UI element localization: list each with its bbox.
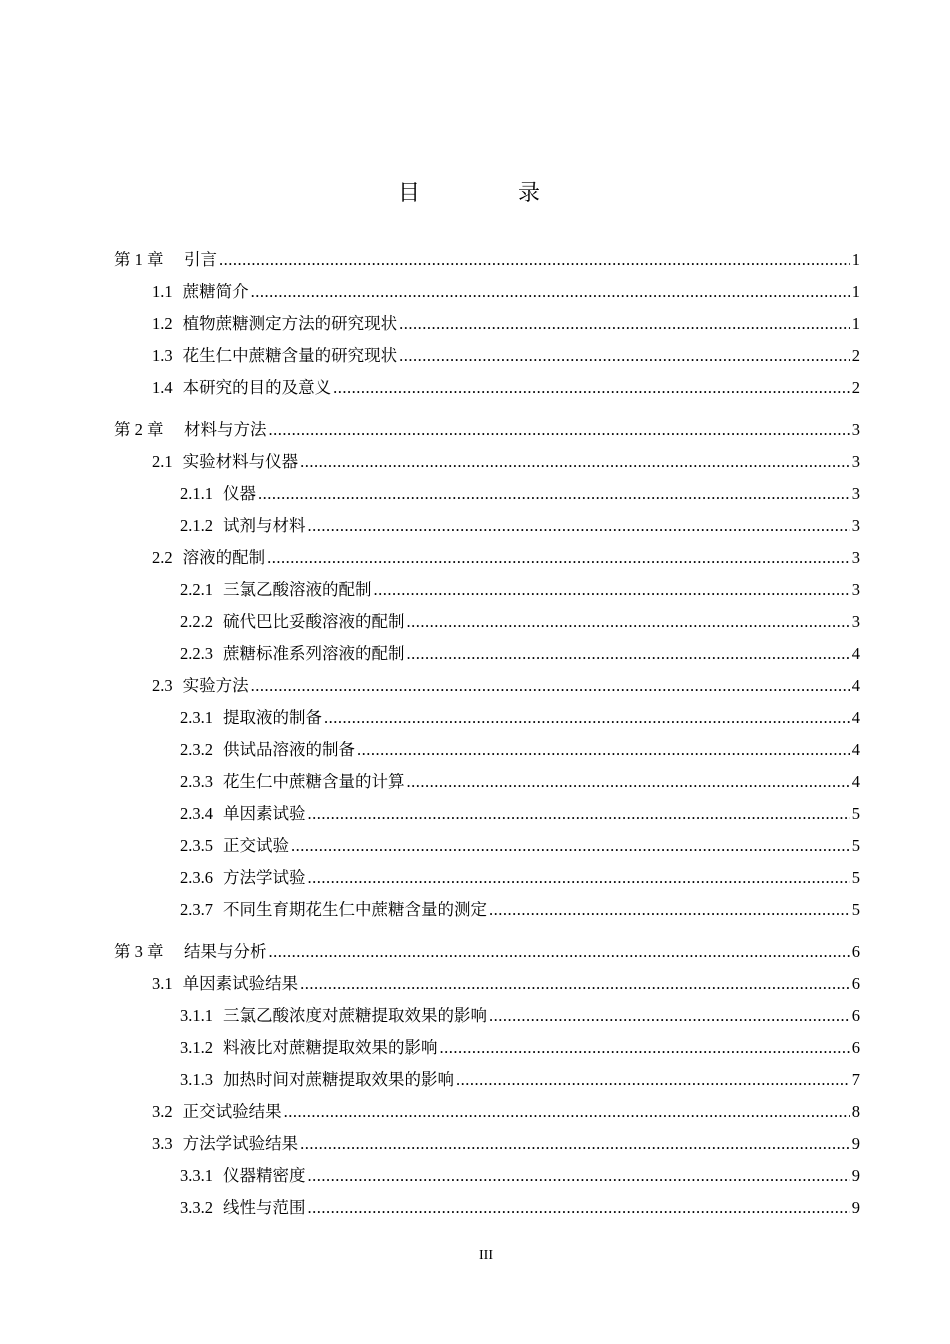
toc-entry-label: 单因素试验 [223,804,306,823]
toc-dot-leader [399,340,850,372]
toc-entry-label: 不同生育期花生仁中蔗糖含量的测定 [223,900,487,919]
toc-entry-number: 2.3.2 [180,740,213,759]
toc-entry-label: 引言 [167,250,217,269]
toc-entry-page: 3 [851,612,860,631]
toc-entry-number: 2.1.1 [180,484,213,503]
toc-section-entry[interactable] [114,862,860,894]
toc-entry-page: 1 [851,250,860,269]
toc-entry-page: 5 [851,804,860,823]
toc-dot-leader [456,1064,850,1096]
toc-dot-leader [267,542,850,574]
toc-section-entry[interactable] [114,670,860,702]
toc-entry-label: 实验材料与仪器 [182,452,299,471]
toc-entry-number: 1.4 [152,378,173,397]
toc-section-entry[interactable] [114,766,860,798]
toc-section-entry[interactable] [114,308,860,340]
toc-entry-label: 材料与方法 [167,420,267,439]
toc-entry-page: 4 [851,740,860,759]
toc-dot-leader [374,574,850,606]
toc-dot-leader [489,894,850,926]
toc-entry-page: 2 [851,378,860,397]
toc-entry-number: 第 3 章 [114,942,164,961]
toc-entry-page: 3 [851,548,860,567]
toc-dot-leader [308,510,850,542]
toc-section-entry[interactable] [114,1064,860,1096]
toc-entry-label: 加热时间对蔗糖提取效果的影响 [223,1070,454,1089]
toc-list [114,244,860,1224]
toc-entry-page: 2 [851,346,860,365]
toc-entry-number: 2.3.4 [180,804,213,823]
toc-entry-page: 3 [851,580,860,599]
toc-dot-leader [308,798,850,830]
toc-entry-page: 6 [851,942,860,961]
toc-section-entry[interactable] [114,798,860,830]
toc-entry-label: 本研究的目的及意义 [182,378,332,397]
toc-entry-label: 供试品溶液的制备 [223,740,355,759]
toc-section-entry[interactable] [114,606,860,638]
toc-dot-leader [333,372,850,404]
toc-dot-leader [489,1000,850,1032]
toc-dot-leader [300,446,850,478]
toc-entry-number: 1.2 [152,314,173,333]
toc-section-entry[interactable] [114,734,860,766]
toc-entry-number: 3.1.3 [180,1070,213,1089]
toc-entry-number: 2.3.7 [180,900,213,919]
toc-entry-page: 4 [851,772,860,791]
toc-entry-page: 3 [851,420,860,439]
toc-entry-label: 蔗糖简介 [182,282,249,301]
toc-entry-number: 第 1 章 [114,250,164,269]
toc-dot-leader [300,1128,850,1160]
toc-dot-leader [269,936,850,968]
toc-dot-leader [269,414,850,446]
toc-dot-leader [308,1192,850,1224]
toc-entry-label: 植物蔗糖测定方法的研究现状 [182,314,398,333]
toc-entry-label: 蔗糖标准系列溶液的配制 [223,644,405,663]
toc-entry-number: 3.2 [152,1102,173,1121]
toc-section-entry[interactable] [114,1128,860,1160]
toc-entry-label: 三氯乙酸浓度对蔗糖提取效果的影响 [223,1006,487,1025]
toc-entry-number: 第 2 章 [114,420,164,439]
toc-entry-number: 1.1 [152,282,173,301]
toc-dot-leader [251,276,850,308]
toc-entry-label: 仪器 [223,484,256,503]
toc-entry-number: 3.3.1 [180,1166,213,1185]
toc-entry-page: 9 [851,1166,860,1185]
toc-dot-leader [407,766,850,798]
toc-section-entry[interactable] [114,1160,860,1192]
toc-entry-page: 1 [851,282,860,301]
toc-section-entry[interactable] [114,638,860,670]
toc-entry-page: 3 [851,516,860,535]
toc-dot-leader [357,734,850,766]
toc-entry-number: 2.3.5 [180,836,213,855]
toc-entry-number: 1.3 [152,346,173,365]
toc-dot-leader [324,702,850,734]
toc-dot-leader [258,478,850,510]
toc-entry-label: 方法学试验结果 [182,1134,299,1153]
toc-entry-number: 2.1 [152,452,173,471]
toc-section-entry[interactable] [114,1000,860,1032]
toc-section-entry[interactable] [114,446,860,478]
toc-entry-label: 试剂与材料 [223,516,306,535]
toc-entry-label: 结果与分析 [167,942,267,961]
toc-entry-page: 5 [851,900,860,919]
toc-chapter-entry[interactable] [114,936,860,968]
toc-entry-page: 4 [851,676,860,695]
toc-entry-number: 2.2 [152,548,173,567]
toc-entry-page: 3 [851,484,860,503]
toc-chapter-entry[interactable] [114,414,860,446]
toc-entry-number: 2.3.1 [180,708,213,727]
toc-entry-label: 方法学试验 [223,868,306,887]
toc-entry-page: 6 [851,1006,860,1025]
toc-entry-label: 正交试验结果 [182,1102,282,1121]
toc-dot-leader [308,862,850,894]
page-title: 目 录 [397,181,578,206]
toc-entry-page: 5 [851,868,860,887]
toc-entry-label: 实验方法 [182,676,249,695]
toc-section-entry[interactable] [114,1032,860,1064]
toc-entry-number: 3.1 [152,974,173,993]
toc-entry-number: 2.2.1 [180,580,213,599]
toc-section-entry[interactable] [114,276,860,308]
toc-entry-label: 仪器精密度 [223,1166,306,1185]
toc-dot-leader [284,1096,850,1128]
toc-entry-number: 2.3 [152,676,173,695]
toc-entry-number: 3.1.1 [180,1006,213,1025]
toc-dot-leader [407,638,850,670]
toc-section-entry[interactable] [114,702,860,734]
toc-entry-page: 1 [851,314,860,333]
toc-entry-number: 3.3.2 [180,1198,213,1217]
toc-entry-page: 3 [851,452,860,471]
toc-section-entry[interactable] [114,510,860,542]
toc-entry-page: 4 [851,644,860,663]
toc-entry-page: 6 [851,974,860,993]
toc-entry-page: 9 [851,1134,860,1153]
toc-entry-label: 单因素试验结果 [182,974,299,993]
toc-entry-number: 3.1.2 [180,1038,213,1057]
toc-section-entry[interactable] [114,894,860,926]
toc-entry-label: 花生仁中蔗糖含量的计算 [223,772,405,791]
toc-entry-number: 2.2.2 [180,612,213,631]
toc-dot-leader [251,670,850,702]
toc-entry-page: 7 [851,1070,860,1089]
toc-entry-label: 硫代巴比妥酸溶液的配制 [223,612,405,631]
toc-section-entry[interactable] [114,372,860,404]
toc-entry-label: 线性与范围 [223,1198,306,1217]
toc-dot-leader [407,606,850,638]
toc-section-entry[interactable] [114,478,860,510]
toc-dot-leader [440,1032,850,1064]
toc-section-entry[interactable] [114,1192,860,1224]
toc-section-entry[interactable] [114,574,860,606]
toc-entry-page: 4 [851,708,860,727]
toc-entry-number: 2.1.2 [180,516,213,535]
toc-entry-label: 料液比对蔗糖提取效果的影响 [223,1038,438,1057]
page-number: III [479,1248,493,1263]
toc-entry-page: 9 [851,1198,860,1217]
toc-entry-number: 2.2.3 [180,644,213,663]
toc-entry-number: 2.3.6 [180,868,213,887]
toc-dot-leader [291,830,850,862]
toc-section-entry[interactable] [114,968,860,1000]
toc-dot-leader [219,244,850,276]
toc-entry-label: 溶液的配制 [182,548,266,567]
toc-entry-page: 6 [851,1038,860,1057]
toc-section-entry[interactable] [114,340,860,372]
toc-entry-label: 三氯乙酸溶液的配制 [223,580,372,599]
toc-dot-leader [308,1160,850,1192]
toc-entry-number: 2.3.3 [180,772,213,791]
toc-section-entry[interactable] [114,1096,860,1128]
toc-entry-label: 正交试验 [223,836,289,855]
toc-entry-page: 8 [851,1102,860,1121]
toc-chapter-entry[interactable] [114,244,860,276]
toc-entry-label: 花生仁中蔗糖含量的研究现状 [182,346,398,365]
toc-entry-label: 提取液的制备 [223,708,322,727]
toc-entry-number: 3.3 [152,1134,173,1153]
toc-section-entry[interactable] [114,830,860,862]
toc-entry-page: 5 [851,836,860,855]
toc-dot-leader [399,308,850,340]
toc-dot-leader [300,968,850,1000]
toc-section-entry[interactable] [114,542,860,574]
